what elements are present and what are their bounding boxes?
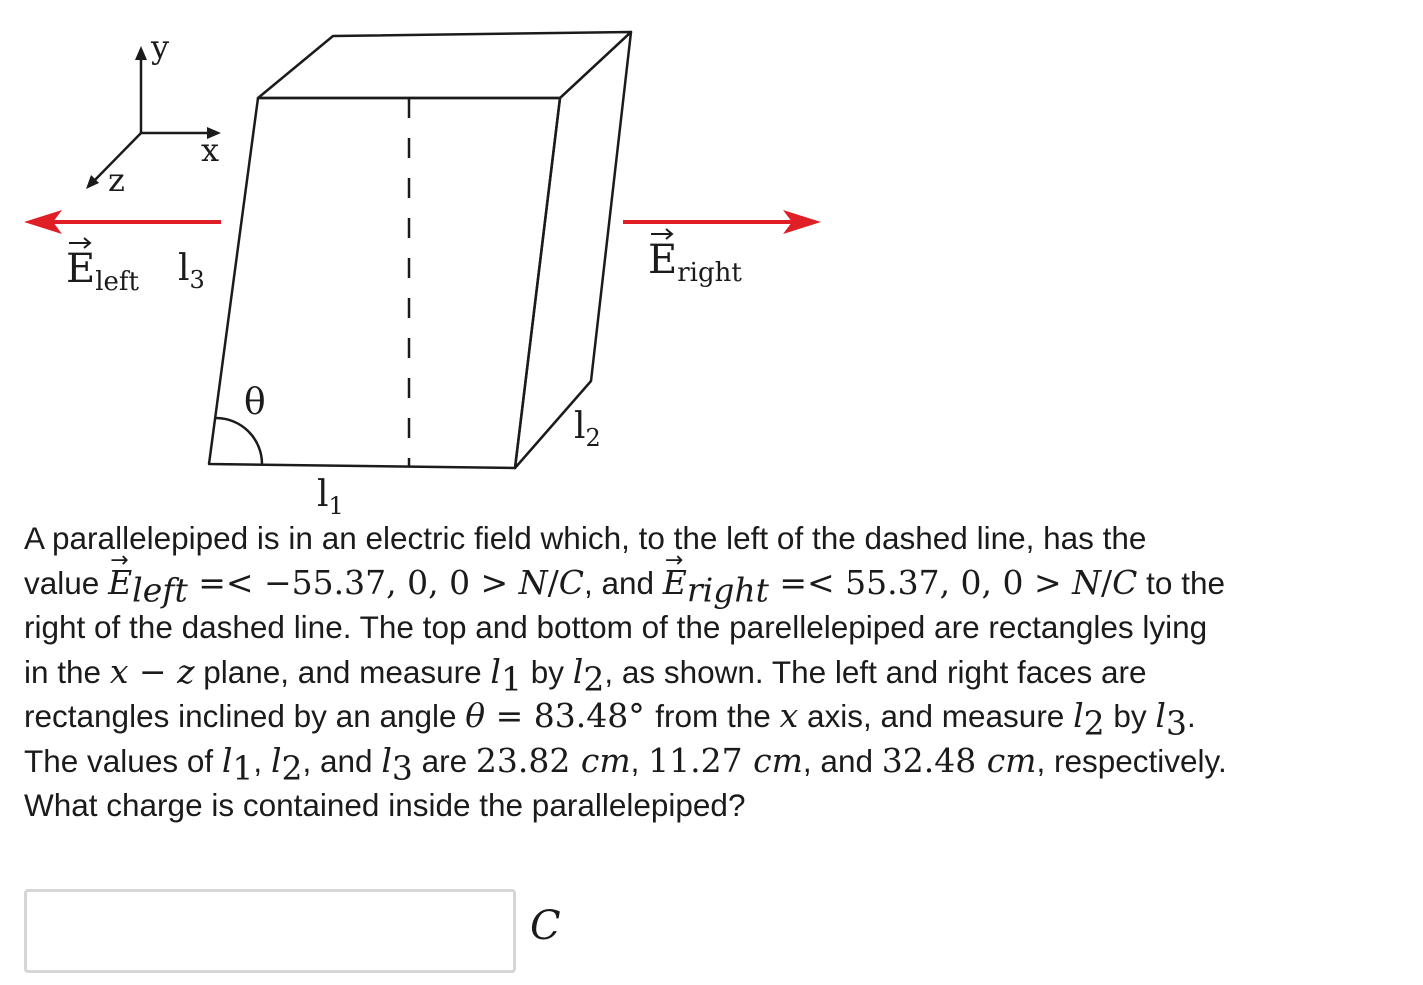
x-variable: x [109,651,129,691]
l2-variable-line6: l [270,740,282,780]
theta-symbol: θ [465,696,486,735]
minus-sign: − [128,651,178,691]
e-left-value: =< −55.37, 0, 0 > [187,562,519,602]
text-by-line5: by [1104,698,1156,734]
l2-subscript: 2 [583,658,605,698]
e-right-label [648,237,742,288]
l2-label-sub: 2 [585,424,601,452]
l3-unit: cm [986,740,1037,780]
question-line-3 [24,605,1414,650]
x-axis-variable: x [779,696,799,735]
unit-slash-left: / [547,562,559,602]
question-line-1 [24,516,1414,561]
e-left-label [66,246,140,297]
l1-subscript: 1 [500,658,522,698]
unit-c-right: C [1112,562,1138,602]
e-right-arrow [623,210,821,234]
question-prompt: What charge is contained inside the parallelepiped? [24,787,746,823]
text-respectively: , respectively. [1036,742,1227,779]
x-axis-label: x [201,131,220,169]
e-left-label-sub: left [95,267,139,297]
l3-label-sub: 3 [189,266,205,294]
l3-subscript: 3 [1165,703,1187,743]
theta-value: = 83.48° [485,696,656,735]
y-axis-label: y [151,28,170,66]
l1-unit: cm [580,740,631,780]
e-right-subscript: right [686,569,769,609]
text-rectangles-inclined: rectangles inclined by an angle [24,698,466,734]
l2-subscript-line5: 2 [1083,703,1105,743]
parallelepiped-figure [0,0,850,520]
unit-n-left: N [518,562,548,602]
top-face [258,32,631,98]
e-left-arrow [24,210,221,234]
question-line-2 [24,561,1414,609]
unit-slash-right: / [1101,562,1113,602]
answer-unit-label: C [530,903,561,949]
l2-label [574,406,601,452]
l2-label-base: l [574,406,586,447]
e-left-subscript: left [132,569,188,609]
text-are: are [412,742,476,779]
text-as-shown: , as shown. The left and right faces are [604,653,1147,690]
text-by: by [521,653,573,690]
z-variable: z [177,651,195,691]
l3-label-base: l [178,248,190,289]
question-line-5 [24,694,1414,743]
text-comma-2: , [630,742,649,779]
unit-n-right: N [1072,562,1102,602]
l3-variable-line6: l [381,740,392,780]
y-arrowhead-icon [135,46,147,60]
l1-value: 23.82 [475,740,581,780]
question-line-6 [24,739,1414,787]
e-right-symbol: → E [663,561,687,606]
question-line-3-text: right of the dashed line. The top and bottom of the parellelepiped are rectangles lying [24,609,1208,645]
l1-variable-line6: l [221,740,233,780]
l3-label [178,248,205,294]
parallelepiped-body [209,32,631,468]
answer-input[interactable] [24,889,516,973]
text-value: value [24,564,109,601]
text-values-of: The values of [24,742,222,779]
l2-variable-line5: l [1073,696,1084,735]
e-left-symbol: → E [108,561,132,606]
text-and-2: , and [802,742,882,779]
question-line-1-text: A parallelepiped is in an electric field which, to the left of the dashed line, has the [24,520,1147,556]
question-line-7 [24,783,1414,828]
l2-unit: cm [753,740,803,780]
theta-angle-arc [216,418,262,464]
theta-label: θ [244,382,266,423]
unit-c-left: C [558,562,584,602]
text-to-the: to the [1137,564,1225,601]
e-left-label-base: E [66,246,96,292]
e-right-label-sub: right [677,258,742,288]
text-in-the: in the [24,653,110,690]
l2-variable: l [572,651,584,691]
question-line-4 [24,650,1414,698]
z-axis-label: z [108,161,125,199]
l1-label [317,474,344,520]
text-period: . [1186,698,1196,734]
l2-subscript-line6: 2 [281,747,303,787]
l3-value: 32.48 [881,740,987,780]
l3-subscript-line6: 3 [391,747,413,787]
l3-variable: l [1155,696,1166,735]
question-text [24,516,1414,828]
l1-subscript-line6: 1 [232,747,254,787]
text-plane-measure: plane, and measure [194,653,491,690]
l1-variable: l [490,651,501,691]
text-and-line6: , and [302,742,382,779]
text-from-the: from the [655,698,780,734]
l1-label-sub: 1 [328,492,344,520]
l1-label-base: l [317,474,329,515]
l2-value: 11.27 [648,740,754,780]
e-right-value: =< 55.37, 0, 0 > [768,562,1073,602]
text-and: , and [583,564,663,601]
e-right-label-base: E [648,237,678,283]
text-axis-measure: axis, and measure [798,698,1074,734]
text-comma-1: , [253,742,271,779]
